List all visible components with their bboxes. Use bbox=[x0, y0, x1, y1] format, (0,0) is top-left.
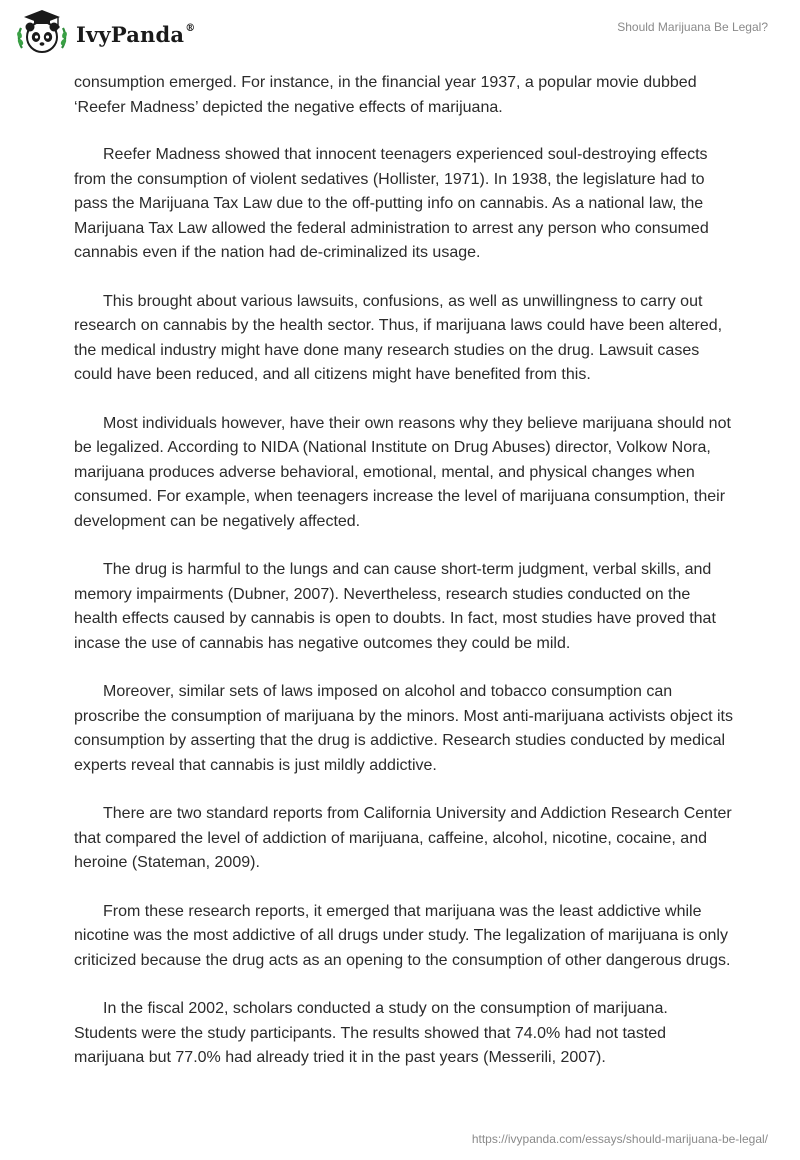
paragraph: Reefer Madness showed that innocent teenagers experienced soul-destroying effects from the consumption of violent sedatives (Hollister, 1971). In 1938, the legislature had to pass the Marijuana Tax Law due to the off-putting info on cannabis. As a national law, the Marijuana Tax Law allowed the federal administration to arrest any person who consumed cannabis even if the nation had de-criminalized its usage. bbox=[74, 146, 709, 261]
paragraph: Most individuals however, have their own reasons why they believe marijuana should not be legalized. According to NIDA (National Institute on Drug Abuses) director, Volkow Nora, marijuana produces adverse behavioral, emotional, mental, and physical changes when consumed. For example, when teenagers increase the level of marijuana consumption, their development can be negatively affected. bbox=[74, 414, 731, 530]
document-title: Should Marijuana Be Legal? bbox=[617, 20, 768, 34]
source-url[interactable]: https://ivypanda.com/essays/should-marijuana-be-legal/ bbox=[471, 1132, 768, 1146]
page-header bbox=[0, 0, 800, 66]
brand-name: IvyPanda® bbox=[76, 21, 196, 47]
essay-body bbox=[74, 71, 734, 1095]
registered-mark: ® bbox=[185, 22, 196, 34]
paragraph: There are two standard reports from California University and Addiction Research Center that compared the level of addiction of marijuana, caffeine, alcohol, nicotine, cocaine, and heroine (Stateman, 2009). bbox=[74, 805, 732, 871]
panda-graduate-icon bbox=[14, 8, 70, 56]
paragraph: The drug is harmful to the lungs and can cause short-term judgment, verbal skills, and memory impairments (Dubner, 2007). Nevertheless, research studies conducted on the health effects caused by cannabis is open to doubts. In fact, most studies have proved that incase the use of cannabis has negative outcomes they could be mild. bbox=[74, 561, 716, 652]
paragraph: From these research reports, it emerged that marijuana was the least addictive while nicotine was the most addictive of all drugs under study. The legalization of marijuana is only criticized because the drug acts as an opening to the consumption of other dangerous drugs. bbox=[74, 902, 731, 969]
paragraph: consumption emerged. For instance, in the financial year 1937, a popular movie dubbed ‘Reefer Madness’ depicted the negative effects of marijuana. bbox=[74, 74, 697, 116]
paragraph: Moreover, similar sets of laws imposed on alcohol and tobacco consumption can proscribe the consumption of marijuana by the minors. Most anti-marijuana activists object its consumption by asserting that the drug is addictive. Research studies conducted by medical experts reveal that cannabis is just mildly addictive. bbox=[74, 683, 733, 774]
paragraph: In the fiscal 2002, scholars conducted a study on the consumption of marijuana. Students were the study participants. The results showed that 74.0% had not tasted marijuana but 77.0% had already tried it in the past years (Messerili, 2007). bbox=[74, 1000, 668, 1066]
brand-logo[interactable] bbox=[14, 8, 195, 56]
paragraph: This brought about various lawsuits, confusions, as well as unwillingness to carry out research on cannabis by the health sector. Thus, if marijuana laws could have been altered, the medical industry might have done many research studies on the drug. Lawsuit cases could have been reduced, and all citizens might have benefited from this. bbox=[74, 292, 723, 383]
